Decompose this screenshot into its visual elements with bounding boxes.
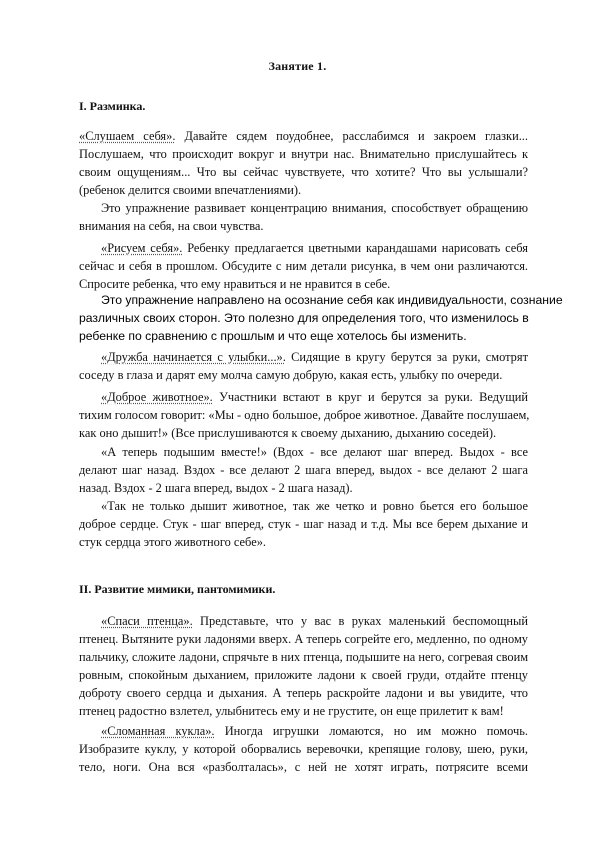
section-heading-warmup: I. Разминка. — [79, 99, 146, 113]
paragraph-breathe-together: «А теперь подышим вместе!» (Вдох - все делают шаг вперед. Выдох - все делают шаг назад. Вздох - все делают 2 шага вперед, выдох - все делают 2 шага назад. Вздох - 2 шага вперед, выдох - 2 шага назад). — [79, 445, 528, 495]
exercise-name: «Сломанная кукла». — [101, 724, 215, 738]
paragraph-explanation: Это упражнение развивает концентрацию внимания, способствует обращению внимания на себя, на свои чувства. — [79, 201, 528, 233]
exercise-name: «Дружба начинается с улыбки...». — [101, 350, 286, 364]
exercise-name: «Слушаем себя». — [79, 129, 176, 143]
paragraph-listen-self: «Слушаем себя». Давайте сядем поудобнее, расслабимся и закроем глазки... Послушаем, что происходит вокруг и внутри нас. Внимательно прислушайтесь к своим ощущениям... Что вы сейчас чувствуете, что хотите? Что вы услышали? (ребенок делится своими впечатлениями). — [79, 129, 528, 197]
paragraph-draw-self: «Рисуем себя». Ребенку предлагается цветными карандашами нарисовать себя сейчас и себя в прошлом. Обсудите с ним детали рисунка, в чем они различаются. Спросите ребенка, что ему нравиться и не нравится в себе. — [79, 241, 528, 291]
exercise-name: «Доброе животное». — [101, 390, 213, 404]
page-title: Занятие 1. — [268, 59, 327, 73]
exercise-name: «Спаси птенца». — [101, 614, 193, 628]
paragraph-kind-animal: «Доброе животное». Участники встают в круг и берутся за руки. Ведущий тихим голосом говорит: «Мы - одно большое, доброе животное. Давайте послушаем, как оно дышит!» (Все прислушиваются к своему дыханию, дыханию соседей). — [79, 390, 530, 440]
paragraph-explanation-2: Это упражнение направлено на осознание себя как индивидуальности, сознание различных своих сторон. Это полезно для определения того, что изменилось в ребенке по сравнению с прошлым и что еще хотелось бы изменить. — [79, 293, 563, 343]
section-heading-mimicry: II. Развитие мимики, пантомимики. — [79, 582, 276, 596]
paragraph-save-chick: «Спаси птенца». Представьте, что у вас в руках маленький беспомощный птенец. Вытяните руки ладонями вверх. А теперь согрейте его, медленно, по одному пальчику, сложите ладони, спрячьте в них птенца, подышите на него, согревая своим ровным, спокойным дыханием, приложите ладони к своей груди, отдайте птенцу доброту своего сердца и дыхания. А теперь раскройте ладони и вы увидите, что птенец радостно взлетел, улыбнитесь ему и не грустите, он еще прилетит к вам! — [79, 614, 529, 718]
paragraph-broken-doll: «Сломанная кукла». Иногда игрушки ломаются, но им можно помочь. Изобразите куклу, у которой оборвались веревочки, крепящие голову, шею, руки, тело, ноги. Она вся «разболталась», с ней не хотят играть, потрясите всеми — [79, 724, 528, 774]
exercise-name: «Рисуем себя». — [101, 241, 183, 255]
paragraph-friendship: «Дружба начинается с улыбки...». Сидящие в кругу берутся за руки, смотрят соседу в глаза и дарят ему молча самую добрую, какая есть, улыбку по очереди. — [79, 350, 528, 382]
paragraph-heartbeat: «Так не только дышит животное, так же четко и ровно бьется его большое доброе сердце. Стук - шаг вперед, стук - шаг назад и т.д. Мы все берем дыхание и стук сердца этого животного себе». — [79, 499, 528, 549]
